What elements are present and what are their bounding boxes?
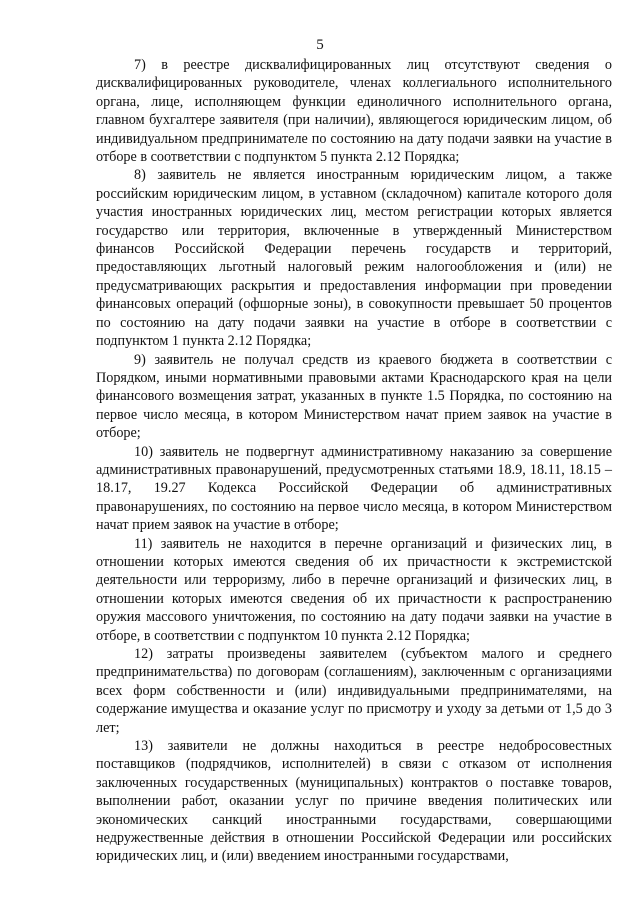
page-number: 5 bbox=[316, 37, 324, 53]
paragraph-item-8: 8) заявитель не является иностранным юридическим лицом, а также российским юридическим лицом, в уставном (складочном) капитале которого доля участия иностранных юридических лиц, местом регистрации которых является государство или территория, включенные в утвержденный Министерством финансов Российской Федерации перечень государств и территорий, предоставляющих льготный налоговый режим налогообложения и (или) не предусматривающих раскрытия и предоставления информации при проведении финансовых операций (офшорные зоны), в совокупности превышает 50 процентов по состоянию на дату подачи заявки на участие в отборе в соответствии с подпунктом 1 пункта 2.12 Порядка; bbox=[96, 167, 612, 350]
paragraph-item-11: 11) заявитель не находится в перечне организаций и физических лиц, в отношении которых имеются сведения об их причастности к экстремистской деятельности или терроризму, либо в перечне организаций и физических лиц, в отношении которых имеются сведения об их причастности к распространению оружия массового уничтожения, по состоянию на дату подачи заявки на участие в отборе, в соответствии с подпунктом 10 пункта 2.12 Порядка; bbox=[96, 535, 612, 644]
paragraph-item-13: 13) заявители не должны находиться в реестре недобросовестных поставщиков (подрядчиков, исполнителей) в связи с отказом от исполнения заключенных государственных (муниципальных) контрактов о поставке товаров, выполнении работ, оказании услуг по причине введения политических или экономических санкций иностранными государствами, совершающими недружественные действия в отношении Российской Федерации или российских юридических лиц, и (или) введением иностранными государствами, bbox=[96, 738, 612, 865]
paragraph-item-12: 12) затраты произведены заявителем (субъектом малого и среднего предпринимательства) по договорам (соглашениям), заключенным с организациями всех форм собственности и (или) индивидуальными предпринимателями, на содержание имущества и оказание услуг по присмотру и уходу за детьми от 1,5 до 3 лет; bbox=[96, 646, 612, 736]
paragraph-item-9: 9) заявитель не получал средств из краевого бюджета в соответствии с Порядком, иными нормативными правовыми актами Краснодарского края на цели финансового возмещения затрат, указанных в пункте 1.5 Порядка, по состоянию на первое число месяца, в котором Министерством начат прием заявок на участие в отборе; bbox=[96, 351, 612, 442]
document-body bbox=[96, 56, 612, 866]
paragraph-item-7: 7) в реестре дисквалифицированных лиц отсутствуют сведения о дисквалифицированных руководителе, членах коллегиального исполнительного органа, лице, исполняющем функции единоличного исполнительного органа, главном бухгалтере заявителя (при наличии), являющегося юридическим лицом, об индивидуальном предпринимателе по состоянию на дату подачи заявки на участие в отборе в соответствии с подпунктом 5 пункта 2.12 Порядка; bbox=[96, 57, 612, 166]
paragraph-item-10: 10) заявитель не подвергнут административному наказанию за совершение административных правонарушений, предусмотренных статьями 18.9, 18.11, 18.15 – 18.17, 19.27 Кодекса Российской Федерации об административных правонарушениях, по состоянию на первое число месяца, в котором Министерством начат прием заявок на участие в отборе; bbox=[96, 443, 612, 534]
